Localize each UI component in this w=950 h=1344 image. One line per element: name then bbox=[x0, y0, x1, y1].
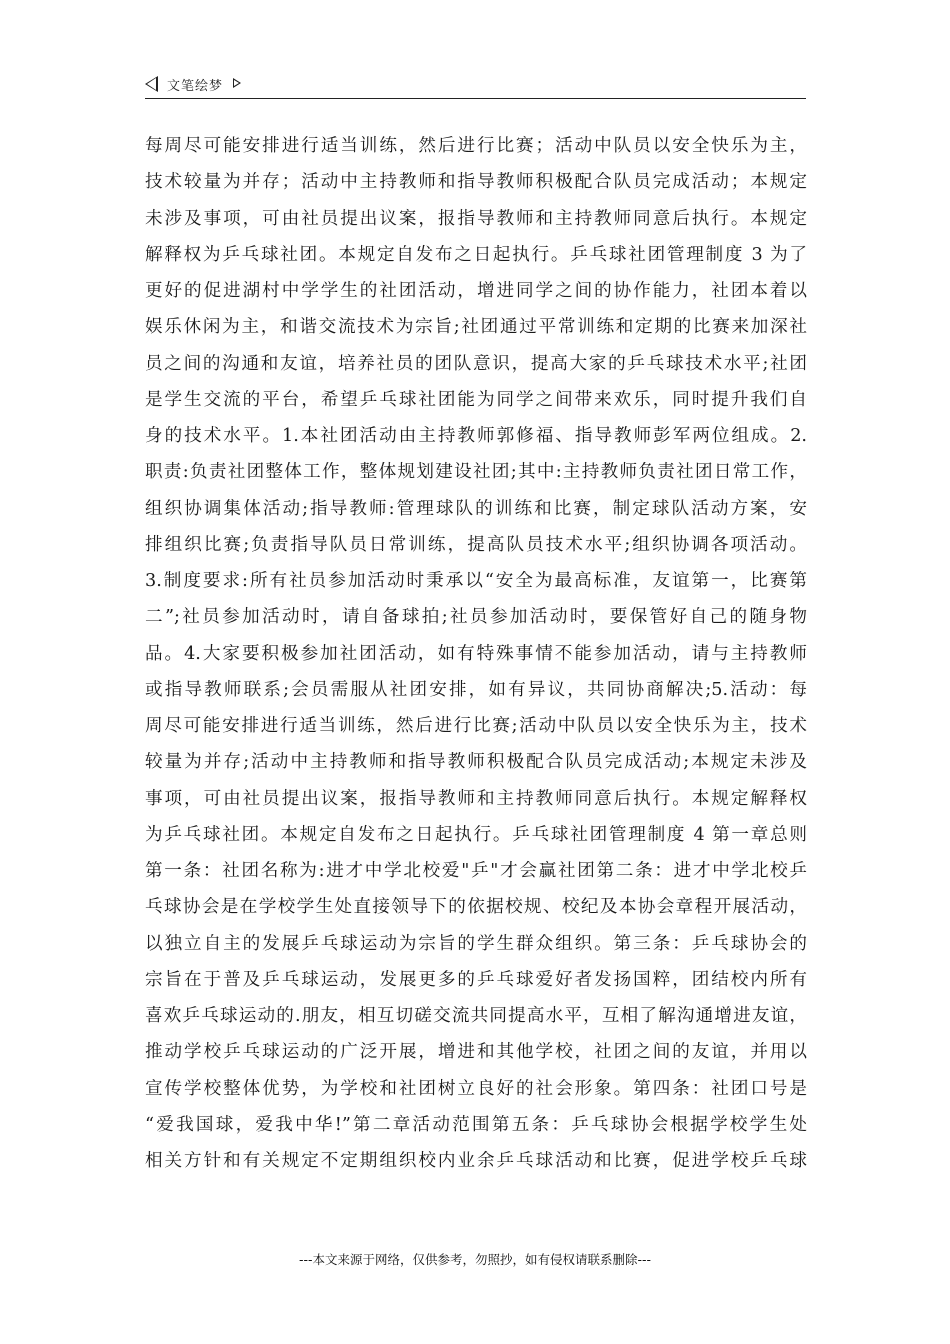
text-line: 职责:负责社团整体工作，整体规划建设社团;其中:主持教师负责社团日常工作， bbox=[145, 462, 807, 483]
text-line: 组织协调集体活动;指导教师:管理球队的训练和比赛，制定球队活动方案，安 bbox=[145, 498, 807, 519]
triangle-right-icon bbox=[233, 78, 241, 88]
text-line: 每周尽可能安排进行适当训练，然后进行比赛；活动中队员以安全快乐为主， bbox=[145, 136, 807, 156]
text-line: 第一条：社团名称为:进才中学北校爱"乒"才会赢社团第二条：进才中学北校乒 bbox=[145, 861, 807, 881]
footer-notice: ---本文来源于网络，仅供参考，勿照抄，如有侵权请联系删除--- bbox=[298, 1252, 652, 1267]
text-line: 3.制度要求:所有社员参加活动时秉承以“安全为最高标准，友谊第一，比赛第 bbox=[145, 571, 807, 591]
text-line: 周尽可能安排进行适当训练，然后进行比赛;活动中队员以安全快乐为主，技术 bbox=[145, 716, 807, 736]
text-line: 为乒乓球社团。本规定自发布之日起执行。乒乓球社团管理制度 4 第一章总则 bbox=[145, 824, 807, 845]
text-line: 事项，可由社员提出议案，报指导教师和主持教师同意后执行。本规定解释权 bbox=[145, 788, 807, 809]
text-line: 娱乐休闲为主，和谐交流技术为宗旨;社团通过平常训练和定期的比赛来加深社 bbox=[145, 317, 807, 338]
text-line: 以独立自主的发展乒乓球运动为宗旨的学生群众组织。第三条：乒乓球协会的 bbox=[145, 933, 807, 954]
triangle-left-icon bbox=[145, 76, 158, 92]
text-line: 宣传学校整体优势，为学校和社团树立良好的社会形象。第四条：社团口号是 bbox=[145, 1078, 807, 1099]
text-line: 解释权为乒乓球社团。本规定自发布之日起执行。乒乓球社团管理制度 3 为了 bbox=[145, 244, 807, 265]
text-line: 相关方针和有关规定不定期组织校内业余乒乓球活动和比赛，促进学校乒乓球 bbox=[145, 1151, 807, 1171]
text-line: 二”;社员参加活动时，请自备球拍;社员参加活动时，要保管好自己的随身物 bbox=[145, 607, 807, 628]
document-body bbox=[145, 128, 807, 1179]
text-line: 技术较量为并存；活动中主持教师和指导教师积极配合队员完成活动；本规定 bbox=[145, 172, 807, 193]
text-line: “爱我国球，爱我中华!”第二章活动范围第五条：乒乓球协会根据学校学生处 bbox=[145, 1114, 807, 1135]
text-line: 身的技术水平。1.本社团活动由主持教师郭修福、指导教师彭军两位组成。2. bbox=[145, 426, 807, 446]
text-line: 是学生交流的平台，希望乒乓球社团能为同学之间带来欢乐，同时提升我们自 bbox=[145, 389, 807, 410]
text-line: 乓球协会是在学校学生处直接领导下的依据校规、校纪及本协会章程开展活动， bbox=[145, 897, 807, 918]
text-line: 或指导教师联系;会员需服从社团安排，如有异议，共同协商解决;5.活动：每 bbox=[145, 679, 807, 700]
text-line: 品。4.大家要积极参加社团活动，如有特殊事情不能参加活动，请与主持教师 bbox=[145, 643, 807, 664]
text-line: 较量为并存;活动中主持教师和指导教师积极配合队员完成活动;本规定未涉及 bbox=[145, 752, 807, 773]
brand-name: 文笔绘梦 bbox=[167, 79, 224, 94]
text-line: 未涉及事项，可由社员提出议案，报指导教师和主持教师同意后执行。本规定 bbox=[145, 208, 807, 229]
page-header bbox=[145, 72, 806, 99]
text-line: 宗旨在于普及乒乓球运动，发展更多的乒乓球爱好者发扬国粹，团结校内所有 bbox=[145, 969, 807, 990]
text-line: 更好的促进湖村中学学生的社团活动，增进同学之间的协作能力，社团本着以 bbox=[145, 281, 807, 301]
text-line: 喜欢乒乓球运动的.朋友，相互切磋交流共同提高水平，互相了解沟通增进友谊， bbox=[145, 1006, 807, 1026]
text-line: 员之间的沟通和友谊，培养社员的团队意识，提高大家的乒乓球技术水平;社团 bbox=[145, 353, 807, 374]
text-line: 排组织比赛;负责指导队员日常训练，提高队员技术水平;组织协调各项活动。 bbox=[145, 534, 807, 555]
text-line: 推动学校乒乓球运动的广泛开展，增进和其他学校，社团之间的友谊，并用以 bbox=[145, 1042, 807, 1063]
